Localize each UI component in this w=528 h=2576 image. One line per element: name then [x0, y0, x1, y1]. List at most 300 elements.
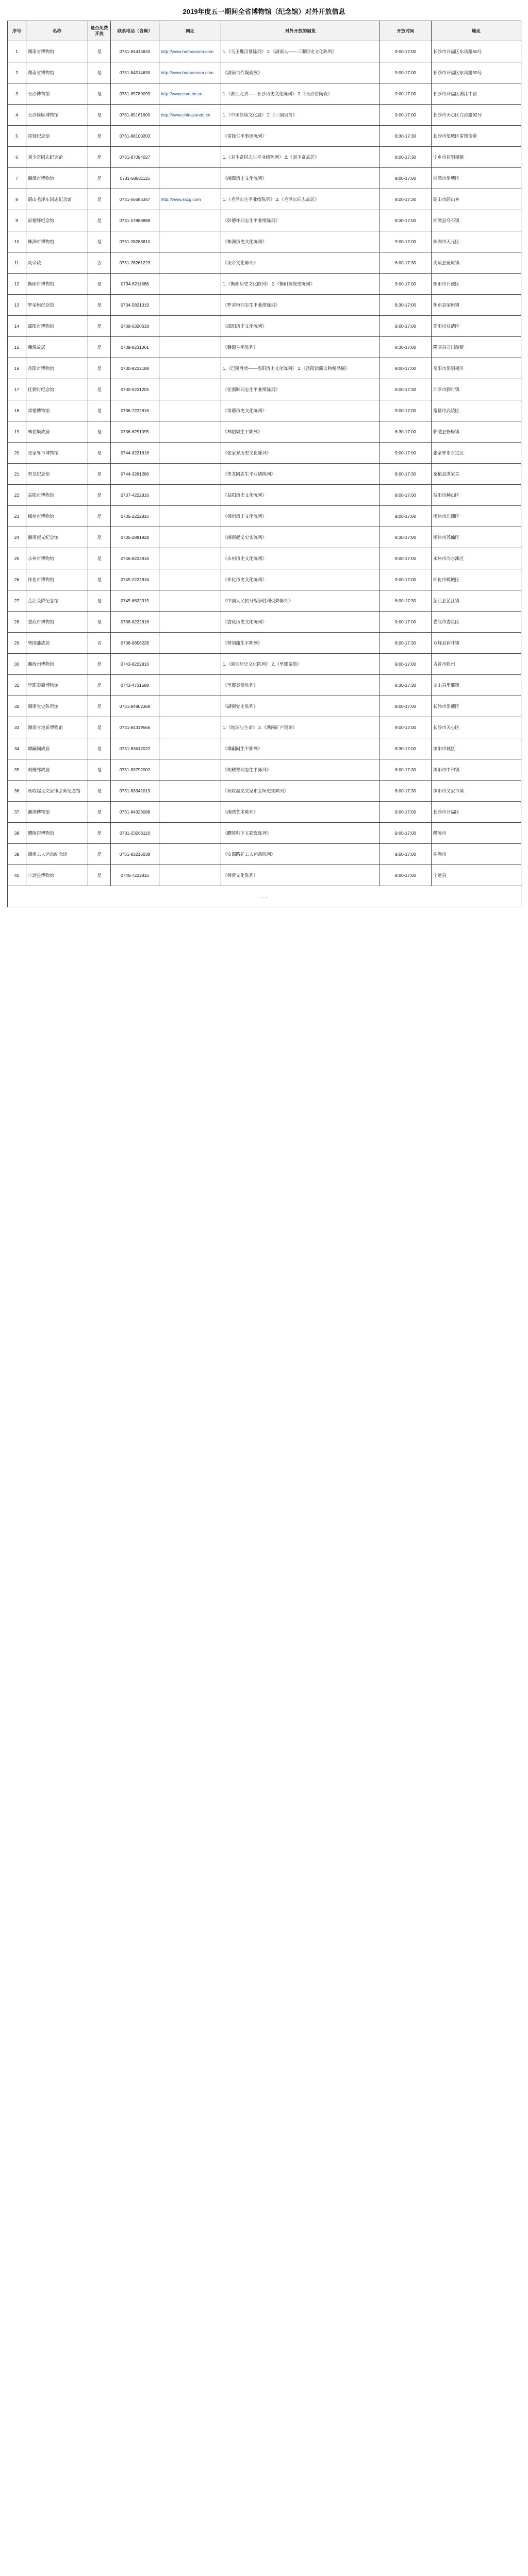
cell-name: 胡耀邦故居 [26, 759, 88, 781]
cell-exhibits: 1.《刘少奇同志生平业绩陈列》 2.《刘少奇故居》 [221, 147, 380, 168]
cell-addr: 炎陵县鹿原镇 [432, 252, 521, 274]
table-row [8, 506, 521, 527]
cell-hours: 9:00-17:00 [380, 443, 432, 464]
cell-hours: 9:00-17:00 [380, 548, 432, 569]
cell-no: 3 [8, 83, 26, 105]
cell-site [159, 358, 221, 379]
table-row [8, 633, 521, 654]
cell-site [159, 506, 221, 527]
cell-site [159, 252, 221, 274]
cell-exhibits: 1.《毛泽东生平业绩陈列》 2.《毛泽东同志故居》 [221, 189, 380, 210]
table-row [8, 654, 521, 675]
table-row [8, 527, 521, 548]
cell-phone: 0731-26261223 [111, 252, 159, 274]
cell-hours: 8:30-17:30 [380, 126, 432, 147]
table-row [8, 337, 521, 358]
cell-phone: 0738-6856228 [111, 633, 159, 654]
cell-name: 衡阳市博物馆 [26, 274, 88, 295]
cell-hours: 8:30-17:00 [380, 210, 432, 231]
table-row [8, 358, 521, 379]
header-name: 名称 [26, 21, 88, 41]
cell-no: 14 [8, 316, 26, 337]
cell-phone: 0746-8222816 [111, 548, 159, 569]
cell-name: 娄底市博物馆 [26, 612, 88, 633]
header-addr: 地址 [432, 21, 521, 41]
continuation-marker: …… [8, 886, 521, 907]
cell-no: 4 [8, 105, 26, 126]
cell-name: 株洲市博物馆 [26, 231, 88, 252]
cell-site [159, 210, 221, 231]
cell-no: 11 [8, 252, 26, 274]
cell-exhibits: 《舜帝文化陈列》 [221, 865, 380, 886]
cell-exhibits: 《炎帝文化陈列》 [221, 252, 380, 274]
cell-name: 湘潭市博物馆 [26, 168, 88, 189]
document-title: 2019年度五一期间全省博物馆（纪念馆）对外开放信息 [183, 8, 345, 15]
cell-site [159, 147, 221, 168]
cell-addr: 龙山县里耶镇 [432, 675, 521, 696]
cell-hours: 9:00-17:00 [380, 823, 432, 844]
header-phone: 联系电话（咨询） [111, 21, 159, 41]
cell-free: 是 [88, 337, 111, 358]
cell-free: 是 [88, 464, 111, 485]
cell-free: 是 [88, 844, 111, 865]
cell-free: 是 [88, 210, 111, 231]
cell-exhibits: 《曾国藩生平陈列》 [221, 633, 380, 654]
cell-hours: 9:00-17:00 [380, 400, 432, 421]
cell-addr: 益阳市赫山区 [432, 485, 521, 506]
cell-exhibits: 《娄底历史文化陈列》 [221, 612, 380, 633]
cell-free: 是 [88, 506, 111, 527]
cell-hours: 9:00-17:00 [380, 105, 432, 126]
cell-no: 38 [8, 823, 26, 844]
cell-site [159, 569, 221, 590]
cell-site [159, 717, 221, 738]
cell-no: 18 [8, 400, 26, 421]
cell-no: 35 [8, 759, 26, 781]
cell-addr: 双峰县荷叶镇 [432, 633, 521, 654]
cell-addr: 桑植县洪家关 [432, 464, 521, 485]
table-row [8, 464, 521, 485]
cell-addr: 临澧县修梅镇 [432, 421, 521, 443]
cell-phone: 0731-84415833 [111, 41, 159, 62]
cell-no: 22 [8, 485, 26, 506]
cell-phone: 0731-87094027 [111, 147, 159, 168]
cell-free: 是 [88, 421, 111, 443]
cell-phone: 0744-3281286 [111, 464, 159, 485]
cell-hours: 9:00-17:00 [380, 569, 432, 590]
cell-hours: 9:00-17:00 [380, 231, 432, 252]
cell-site[interactable]: http://www.hnmuseum.com [159, 62, 221, 83]
cell-name: 贺龙纪念馆 [26, 464, 88, 485]
cell-no: 32 [8, 696, 26, 717]
cell-phone: 0731-83216038 [111, 844, 159, 865]
cell-hours: 8:00-17:30 [380, 379, 432, 400]
cell-phone: 0736-7222816 [111, 400, 159, 421]
cell-exhibits: 1.《湘江北去——长沙历史文化陈列》 2.《长沙窑陶瓷》 [221, 83, 380, 105]
cell-exhibits: 《永州历史文化陈列》 [221, 548, 380, 569]
cell-name: 刘少奇同志纪念馆 [26, 147, 88, 168]
cell-exhibits: 《林伯渠生平陈列》 [221, 421, 380, 443]
cell-name: 益阳市博物馆 [26, 485, 88, 506]
table-row [8, 83, 521, 105]
cell-phone: 0731-83612022 [111, 738, 159, 759]
cell-name: 谭嗣同故居 [26, 738, 88, 759]
cell-name: 邵阳市博物馆 [26, 316, 88, 337]
cell-hours: 9:00-17:00 [380, 83, 432, 105]
cell-addr: 吉首市乾州 [432, 654, 521, 675]
cell-phone: 0731-55685347 [111, 189, 159, 210]
cell-addr: 常德市武陵区 [432, 400, 521, 421]
cell-free: 是 [88, 379, 111, 400]
cell-no: 23 [8, 506, 26, 527]
cell-name: 任弼时纪念馆 [26, 379, 88, 400]
table-continuation-row [8, 886, 521, 907]
cell-phone: 0731-85161900 [111, 105, 159, 126]
table-row [8, 569, 521, 590]
cell-name: 湖南省博物馆 [26, 62, 88, 83]
cell-no: 37 [8, 802, 26, 823]
cell-free: 是 [88, 443, 111, 464]
cell-phone: 0731-84514630 [111, 62, 159, 83]
cell-phone: 0731-28283810 [111, 231, 159, 252]
cell-hours: 8:30-17:30 [380, 675, 432, 696]
cell-exhibits: 《安源路矿工人运动陈列》 [221, 844, 380, 865]
cell-hours: 8:00-17:30 [380, 633, 432, 654]
cell-phone: 0743-4731588 [111, 675, 159, 696]
cell-exhibits: 《谭嗣同生平陈列》 [221, 738, 380, 759]
cell-exhibits: 1.《中国简牍文化展》 2.《三国吴简》 [221, 105, 380, 126]
cell-addr: 娄底市娄星区 [432, 612, 521, 633]
cell-hours: 9:00-17:00 [380, 612, 432, 633]
cell-hours: 9:00-17:00 [380, 358, 432, 379]
cell-exhibits: 1.《湘西历史文化陈列》 2.《里耶秦简》 [221, 654, 380, 675]
table-row [8, 168, 521, 189]
table-row [8, 823, 521, 844]
cell-addr: 衡阳市石鼓区 [432, 274, 521, 295]
cell-hours: 8:30-17:00 [380, 421, 432, 443]
cell-exhibits: 《贺龙同志生平业绩陈列》 [221, 464, 380, 485]
cell-name: 湖南省地质博物馆 [26, 717, 88, 738]
cell-site [159, 485, 221, 506]
cell-name: 永州市博物馆 [26, 548, 88, 569]
cell-site [159, 337, 221, 358]
cell-site [159, 696, 221, 717]
cell-no: 10 [8, 231, 26, 252]
cell-hours: 9:00-17:00 [380, 802, 432, 823]
cell-no: 25 [8, 548, 26, 569]
cell-exhibits: 《株洲历史文化陈列》 [221, 231, 380, 252]
cell-site [159, 865, 221, 886]
cell-free: 是 [88, 316, 111, 337]
cell-exhibits: 《胡耀邦同志生平陈列》 [221, 759, 380, 781]
cell-addr: 韶山市韶山乡 [432, 189, 521, 210]
table-row [8, 147, 521, 168]
cell-free: 是 [88, 759, 111, 781]
cell-exhibits: 《邵阳历史文化陈列》 [221, 316, 380, 337]
cell-exhibits: 《任弼时同志生平业绩陈列》 [221, 379, 380, 400]
cell-no: 12 [8, 274, 26, 295]
cell-phone: 0731-23266116 [111, 823, 159, 844]
cell-site [159, 421, 221, 443]
cell-free: 是 [88, 358, 111, 379]
cell-site [159, 612, 221, 633]
cell-addr: 汨罗市弼时镇 [432, 379, 521, 400]
cell-name: 张家界市博物馆 [26, 443, 88, 464]
table-row [8, 126, 521, 147]
cell-addr: 郴州市苏仙区 [432, 527, 521, 548]
cell-free: 是 [88, 802, 111, 823]
cell-exhibits: 《郴州历史文化陈列》 [221, 506, 380, 527]
cell-addr: 芷江县芷江镇 [432, 590, 521, 612]
cell-site [159, 590, 221, 612]
table-header-row [8, 21, 521, 41]
cell-site[interactable]: http://www.hnmuseum.com [159, 41, 221, 62]
cell-no: 26 [8, 569, 26, 590]
cell-addr: 岳阳市岳阳楼区 [432, 358, 521, 379]
cell-exhibits: 《醴陵釉下五彩瓷陈列》 [221, 823, 380, 844]
cell-free: 否 [88, 252, 111, 274]
cell-exhibits: 《雷锋生平事迹陈列》 [221, 126, 380, 147]
table-row [8, 295, 521, 316]
table-row [8, 274, 521, 295]
cell-name: 湘绣博物馆 [26, 802, 88, 823]
cell-no: 15 [8, 337, 26, 358]
table-row [8, 252, 521, 274]
cell-name: 岳阳市博物馆 [26, 358, 88, 379]
cell-addr: 郴州市北湖区 [432, 506, 521, 527]
cell-name: 里耶秦简博物馆 [26, 675, 88, 696]
cell-addr: 长沙市天心区 [432, 717, 521, 738]
cell-phone: 0743-8222816 [111, 654, 159, 675]
cell-free: 是 [88, 62, 111, 83]
cell-no: 30 [8, 654, 26, 675]
cell-phone: 0744-8221816 [111, 443, 159, 464]
cell-no: 19 [8, 421, 26, 443]
cell-name: 韶山毛泽东同志纪念馆 [26, 189, 88, 210]
cell-free: 是 [88, 41, 111, 62]
cell-hours: 9:00-17:00 [380, 717, 432, 738]
cell-no: 1 [8, 41, 26, 62]
cell-name: 湘南起义纪念馆 [26, 527, 88, 548]
cell-phone: 0731-83342019 [111, 781, 159, 802]
cell-name: 醴陵窑博物馆 [26, 823, 88, 844]
cell-site [159, 168, 221, 189]
cell-phone: 0739-8231061 [111, 337, 159, 358]
cell-hours: 9:00-17:00 [380, 485, 432, 506]
cell-addr: 湘潭县乌石镇 [432, 210, 521, 231]
cell-site[interactable]: http://www.csm.hn.cn [159, 83, 221, 105]
table-row [8, 189, 521, 210]
cell-phone: 0731-83792002 [111, 759, 159, 781]
cell-site [159, 126, 221, 147]
cell-no: 17 [8, 379, 26, 400]
cell-free: 是 [88, 189, 111, 210]
cell-name: 林伯渠故居 [26, 421, 88, 443]
cell-phone: 0734-8211888 [111, 274, 159, 295]
cell-phone: 0735-2222816 [111, 506, 159, 527]
table-row [8, 612, 521, 633]
cell-name: 炎帝陵 [26, 252, 88, 274]
cell-exhibits: 《常德历史文化陈列》 [221, 400, 380, 421]
table-row [8, 675, 521, 696]
cell-free: 是 [88, 865, 111, 886]
cell-site [159, 781, 221, 802]
cell-addr: 宁远县 [432, 865, 521, 886]
cell-no: 40 [8, 865, 26, 886]
cell-free: 是 [88, 168, 111, 189]
cell-exhibits: 《益阳历史文化陈列》 [221, 485, 380, 506]
table-row [8, 865, 521, 886]
cell-exhibits: 《彭德怀同志生平业绩陈列》 [221, 210, 380, 231]
cell-addr: 衡东县荣桓镇 [432, 295, 521, 316]
cell-addr: 隆回县司门前镇 [432, 337, 521, 358]
cell-free: 是 [88, 105, 111, 126]
table-row [8, 548, 521, 569]
cell-phone: 0731-84319566 [111, 717, 159, 738]
table-row [8, 485, 521, 506]
cell-phone: 0738-8222816 [111, 612, 159, 633]
cell-free: 是 [88, 400, 111, 421]
cell-exhibits: 1.《衡阳历史文化陈列》 2.《衡阳抗战史陈列》 [221, 274, 380, 295]
cell-exhibits: 《怀化历史文化陈列》 [221, 569, 380, 590]
cell-free: 是 [88, 295, 111, 316]
cell-addr: 怀化市鹤城区 [432, 569, 521, 590]
header-hours: 开放时间 [380, 21, 432, 41]
cell-phone: 0746-7222816 [111, 865, 159, 886]
cell-site [159, 823, 221, 844]
cell-site [159, 759, 221, 781]
cell-name: 湘西州博物馆 [26, 654, 88, 675]
cell-addr: 邵阳市双清区 [432, 316, 521, 337]
cell-exhibits: 《中国人民抗日战争胜利受降陈列》 [221, 590, 380, 612]
cell-exhibits: 《罗荣桓同志生平业绩陈列》 [221, 295, 380, 316]
cell-no: 6 [8, 147, 26, 168]
cell-name: 雷锋纪念馆 [26, 126, 88, 147]
cell-hours: 9:00-17:00 [380, 316, 432, 337]
cell-hours: 8:00-17:30 [380, 147, 432, 168]
cell-free: 是 [88, 231, 111, 252]
cell-no: 34 [8, 738, 26, 759]
cell-no: 33 [8, 717, 26, 738]
cell-no: 21 [8, 464, 26, 485]
cell-hours: 9:00-17:00 [380, 865, 432, 886]
cell-no: 31 [8, 675, 26, 696]
cell-no: 20 [8, 443, 26, 464]
cell-free: 是 [88, 612, 111, 633]
cell-site [159, 400, 221, 421]
header-site: 网址 [159, 21, 221, 41]
cell-addr: 浏阳市文家市镇 [432, 781, 521, 802]
cell-phone: 0737-4222816 [111, 485, 159, 506]
cell-hours: 9:00-17:00 [380, 168, 432, 189]
cell-hours: 8:30-17:00 [380, 738, 432, 759]
cell-no: 28 [8, 612, 26, 633]
table-row [8, 41, 521, 62]
cell-addr: 湘潭市岳塘区 [432, 168, 521, 189]
cell-no: 27 [8, 590, 26, 612]
cell-addr: 长沙市开福区 [432, 802, 521, 823]
table-row [8, 738, 521, 759]
cell-addr: 株洲市天元区 [432, 231, 521, 252]
cell-no: 24 [8, 527, 26, 548]
cell-free: 是 [88, 717, 111, 738]
cell-hours: 8:30-17:00 [380, 527, 432, 548]
cell-addr: 永州市冷水滩区 [432, 548, 521, 569]
cell-addr: 浏阳市中和镇 [432, 759, 521, 781]
cell-free: 是 [88, 781, 111, 802]
cell-name: 罗荣桓纪念馆 [26, 295, 88, 316]
cell-free: 是 [88, 654, 111, 675]
cell-site [159, 654, 221, 675]
cell-no: 36 [8, 781, 26, 802]
cell-site [159, 633, 221, 654]
cell-addr: 株洲市 [432, 844, 521, 865]
table-row [8, 62, 521, 83]
cell-exhibits: 《湘南起义史实陈列》 [221, 527, 380, 548]
cell-site [159, 844, 221, 865]
table-row [8, 802, 521, 823]
table-row [8, 759, 521, 781]
cell-hours: 9:00-17:00 [380, 62, 432, 83]
cell-site[interactable]: http://www.chinajiandu.cn [159, 105, 221, 126]
cell-free: 是 [88, 126, 111, 147]
table-row [8, 696, 521, 717]
cell-exhibits: 1.《地球与生命》 2.《湖南矿产资源》 [221, 717, 380, 738]
cell-name: 芷江受降纪念馆 [26, 590, 88, 612]
cell-addr: 宁乡市花明楼镇 [432, 147, 521, 168]
cell-site[interactable]: http://www.sszg.com [159, 189, 221, 210]
cell-free: 是 [88, 738, 111, 759]
cell-exhibits: 《魏源生平陈列》 [221, 337, 380, 358]
cell-name: 魏源故居 [26, 337, 88, 358]
table-body [8, 41, 521, 907]
table-row [8, 421, 521, 443]
cell-site [159, 738, 221, 759]
cell-phone: 0735-2881928 [111, 527, 159, 548]
table-row [8, 717, 521, 738]
cell-name: 湖南省博物馆 [26, 41, 88, 62]
table-row [8, 231, 521, 252]
cell-no: 2 [8, 62, 26, 83]
cell-no: 8 [8, 189, 26, 210]
cell-addr: 长沙市开福区东风路50号 [432, 62, 521, 83]
cell-phone: 0731-84323088 [111, 802, 159, 823]
cell-hours: 9:00-17:00 [380, 41, 432, 62]
cell-hours: 8:00-17:30 [380, 252, 432, 274]
table-row [8, 590, 521, 612]
cell-hours: 9:00-17:00 [380, 506, 432, 527]
cell-free: 是 [88, 569, 111, 590]
cell-phone: 0731-88100203 [111, 126, 159, 147]
table-row [8, 210, 521, 231]
cell-free: 是 [88, 527, 111, 548]
table-row [8, 443, 521, 464]
cell-hours: 8:00-17:30 [380, 781, 432, 802]
cell-site [159, 802, 221, 823]
cell-hours: 9:00-17:00 [380, 696, 432, 717]
cell-site [159, 527, 221, 548]
cell-name: 宁远县博物馆 [26, 865, 88, 886]
cell-free: 是 [88, 696, 111, 717]
table-row [8, 844, 521, 865]
cell-exhibits: 《湘绣艺术陈列》 [221, 802, 380, 823]
cell-no: 16 [8, 358, 26, 379]
cell-phone: 0731-58581115 [111, 168, 159, 189]
cell-name: 长沙简牍博物馆 [26, 105, 88, 126]
cell-name: 长沙博物馆 [26, 83, 88, 105]
table-row [8, 105, 521, 126]
header-free: 是否免费开放 [88, 21, 111, 41]
